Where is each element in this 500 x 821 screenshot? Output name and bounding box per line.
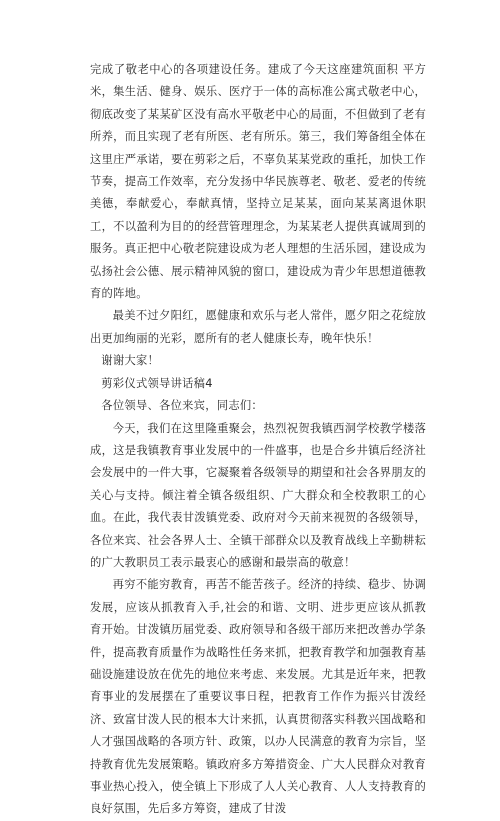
paragraph-education-priority: 再穷不能穷教育，再苦不能苦孩子。经济的持续、稳步、协调发展，应该从抓教育入手,社会的和谐、文明、进步更应该从抓教育开始。甘泼镇历届党委、政府领导和各级干部历来把改善办学条件，提高教育质量作为战略性任务来抓，把教育教学和加强教育基础设施建设放在优先的地位来考虑、来发展。尤其是近年来，把教育事业的发展摆在了重要议事日程，把教育工作作为振兴甘泼经济、致富甘泼人民的根本大计来抓，认真贯彻落实科教兴国战略和人才强国战略的各项方针、政策，以办人民满意的教育为宗旨，坚持教育优先发展策略。镇政府多方筹措资金、广大人民群众对教育事业热心投入，使全镇上下形成了人人关心教育、人人支持教育的良好氛围，先后多方筹资，建成了甘泼: [90, 578, 426, 816]
thanks-line: 谢谢大家！: [101, 354, 160, 368]
speech-greeting: 各位领导、各位来宾，同志们：: [101, 399, 263, 413]
speech-title: 剪彩仪式领导讲话稿4: [101, 376, 213, 390]
paragraph-closing-wishes: 最美不过夕阳红，愿健康和欢乐与老人常伴，愿夕阳之花绽放出更加绚丽的光彩，愿所有的老人健康长寿，晚年快乐！: [90, 309, 426, 345]
paragraph-ceremony-opening: 今天，我们在这里隆重聚会，热烈祝贺我镇西洞学校教学楼落成，这是我镇教育事业发展中的一件盛事，也是合乡井镇后经济社会发展中的一件大事，它凝聚着各级领导的期望和社会各界朋友的关心与支持。倾注着全镇各级组织、广大群众和全校教职工的心血。在此，我代表甘泼镇党委、政府对今天前来视贺的各级领导，各位来宾、社会各界人士、全镇干部群众以及教育战线上辛勤耕耘的广大教职员工表示最衷心的感谢和最崇高的敬意！: [90, 421, 426, 569]
paragraph-nursing-center-construction: 完成了敬老中心的各项建设任务。建成了今天这座建筑面积 平方米，集生活、健身、娱乐、医疗于一体的高标准公寓式敬老中心，彻底改变了某某矿区没有高水平敬老中心的局面，不但做到了老有所养，而且实现了老有所医、老有所乐。第三，我们筹备组全体在这里庄严承诺，要在剪彩之后，不辜负某某党政的重托，加快工作节奏，提高工作效率，充分发扬中华民族尊老、敬老、爱老的传统美德，奉献爱心，奉献真情，坚持立足某某，面向某某离退休职工，不以盈利为目的的经营管理理念，为某某老人提供真诚周到的服务。真正把中心敬老院建设成为老人理想的生活乐园，建设成为弘扬社会公德、展示精神风貌的窗口，建设成为青少年思想道德教育的阵地。: [90, 63, 426, 301]
